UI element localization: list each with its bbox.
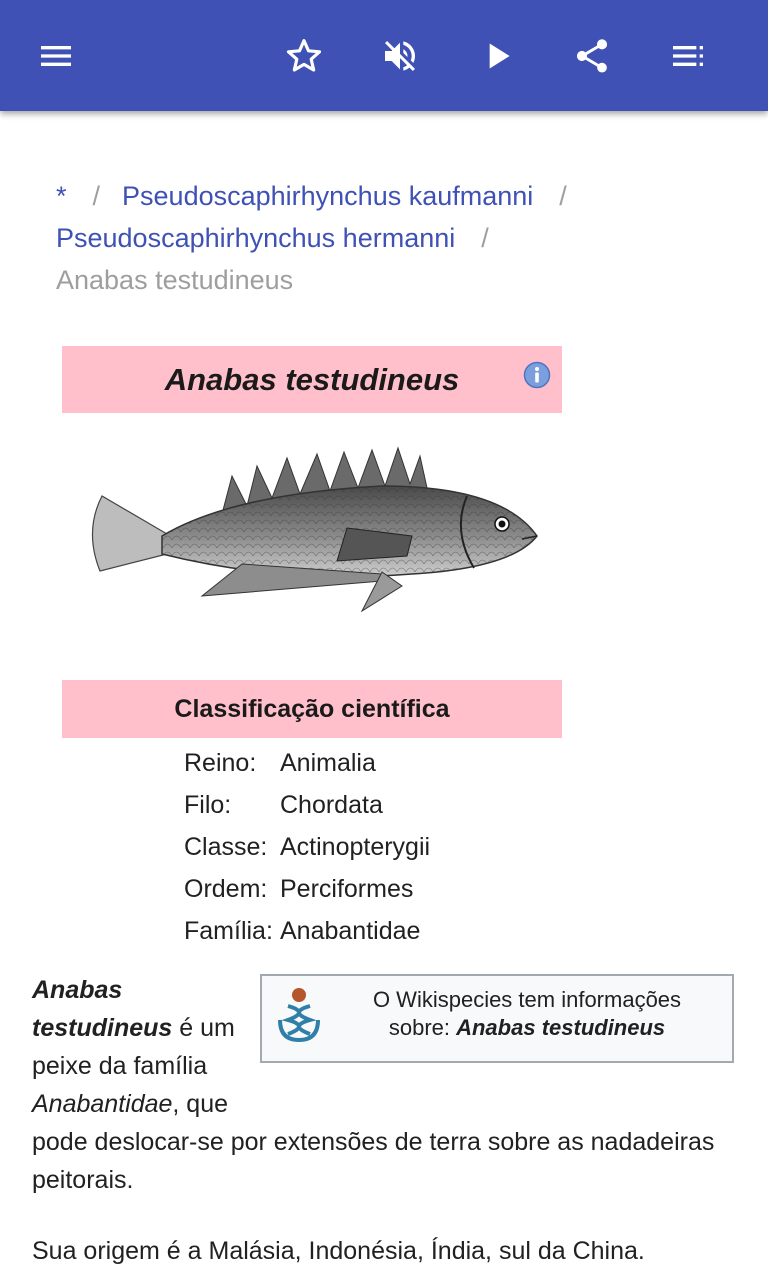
article-content	[0, 111, 768, 1280]
rank-label: Classe:	[184, 833, 268, 861]
breadcrumb-link-home[interactable]: *	[56, 181, 67, 211]
volume-off-icon	[380, 36, 420, 76]
classification-table	[184, 742, 430, 952]
star-icon	[284, 36, 324, 76]
intro-text-a: é um peixe da família	[32, 1014, 235, 1080]
menu-button[interactable]	[28, 28, 84, 84]
rank-value[interactable]: Animalia	[280, 749, 376, 777]
bookmark-button[interactable]	[276, 28, 332, 84]
breadcrumb-separator: /	[481, 223, 489, 253]
rank-label: Ordem:	[184, 875, 268, 903]
contents-button[interactable]	[660, 28, 716, 84]
wikispecies-icon	[274, 986, 324, 1044]
breadcrumb-link-hermanni[interactable]: Pseudoscaphirhynchus hermanni	[56, 223, 456, 253]
play-button[interactable]	[470, 28, 526, 84]
rank-row-class	[184, 826, 430, 868]
family-link[interactable]: Anabantidae	[32, 1090, 173, 1118]
wikispecies-prefix: sobre:	[388, 1015, 457, 1040]
rank-row-family	[184, 910, 430, 952]
rank-label: Filo:	[184, 791, 232, 819]
rank-value[interactable]: Chordata	[280, 791, 383, 819]
fish-illustration[interactable]	[82, 436, 542, 626]
play-icon	[478, 36, 518, 76]
rank-value[interactable]: Perciformes	[280, 875, 414, 903]
menu-icon	[36, 36, 76, 76]
info-icon[interactable]	[523, 361, 551, 389]
breadcrumb-separator: /	[92, 181, 101, 211]
list-icon	[668, 36, 708, 76]
wikispecies-line1: O Wikispecies tem informações	[372, 987, 682, 1012]
rank-row-phylum	[184, 784, 430, 826]
breadcrumb-link-kaufmanni[interactable]: Pseudoscaphirhynchus kaufmanni	[122, 181, 534, 211]
rank-label: Reino:	[184, 749, 257, 777]
wikispecies-box[interactable]	[260, 974, 734, 1063]
classification-header: Classificação científica	[62, 680, 562, 738]
rank-value[interactable]: Actinopterygii	[280, 833, 431, 861]
mute-button[interactable]	[372, 28, 428, 84]
rank-label: Família:	[184, 917, 273, 945]
rank-row-kingdom	[184, 742, 430, 784]
breadcrumb-separator: /	[559, 181, 567, 211]
breadcrumb	[56, 175, 716, 301]
rank-value[interactable]: Anabantidae	[280, 917, 421, 945]
intro-text-b: , que pode deslocar-se por extensões de terra sobre as nadadeiras peitorais.	[32, 1090, 715, 1194]
taxobox-title: Anabas testudineus	[62, 346, 562, 413]
share-button[interactable]	[564, 28, 620, 84]
share-icon	[572, 36, 612, 76]
breadcrumb-current: Anabas testudineus	[56, 265, 294, 295]
article-subject: Anabas testudineus	[32, 976, 173, 1042]
app-toolbar	[0, 0, 768, 111]
rank-row-order	[184, 868, 430, 910]
wikispecies-link[interactable]: Anabas testudineus	[456, 1015, 666, 1040]
origin-paragraph: Sua origem é a Malásia, Indonésia, Índia, sul da China.	[32, 1237, 645, 1265]
wikispecies-text	[346, 986, 708, 1042]
